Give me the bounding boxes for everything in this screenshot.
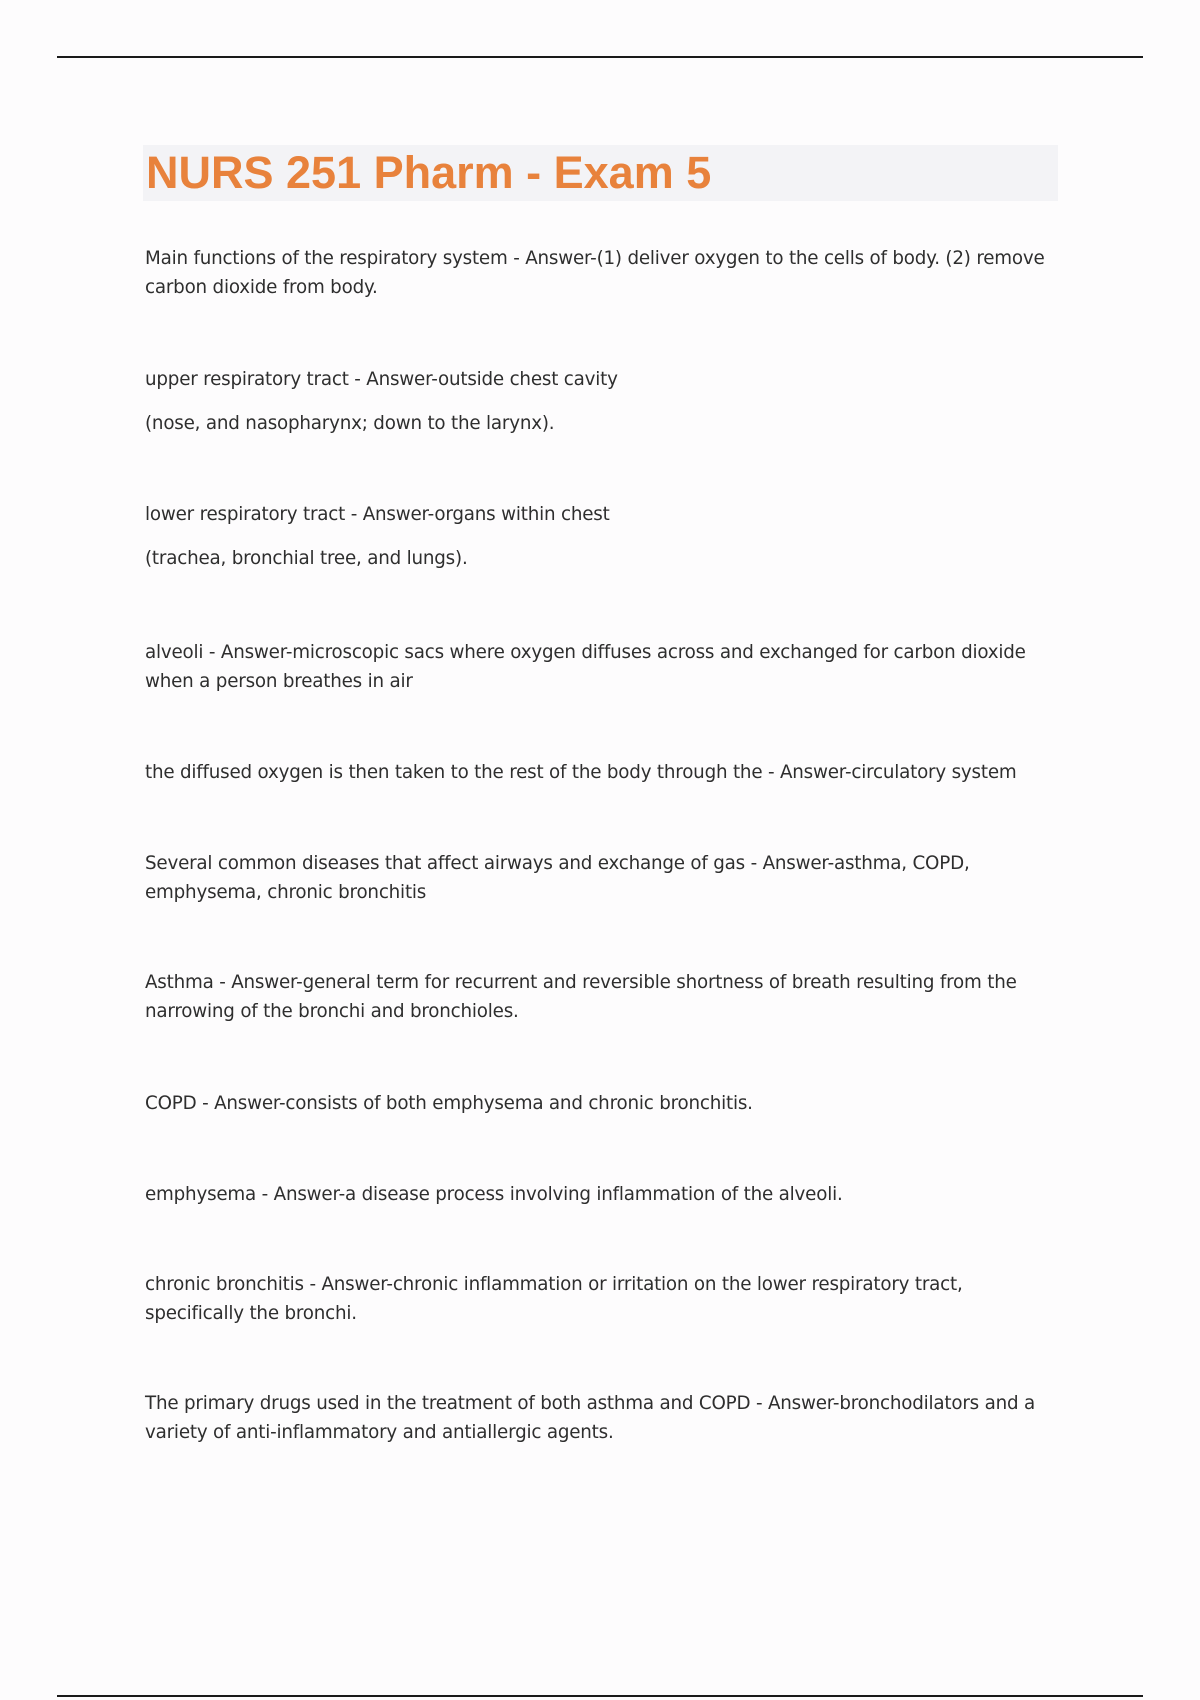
entry-text: Several common diseases that affect airways and exchange of gas - Answer-asthma, COPD, emphysema, chronic bronchitis xyxy=(145,853,970,903)
entry-text: the diffused oxygen is then taken to the rest of the body through the - Answer-circulatory system xyxy=(145,762,1017,783)
qa-entry-alveoli xyxy=(145,638,1060,696)
qa-entry-common-diseases xyxy=(145,849,1060,907)
entry-text: Asthma - Answer-general term for recurrent and reversible shortness of breath resulting from the narrowing of the bronchi and bronchioles. xyxy=(145,972,1017,1022)
document-title: NURS 251 Pharm - Exam 5 xyxy=(146,147,712,198)
qa-entry-asthma xyxy=(145,968,1060,1026)
qa-entry-respiratory-functions xyxy=(145,244,1060,302)
entry-continuation: (nose, and nasopharynx; down to the larynx). xyxy=(145,413,555,434)
entry-text: COPD - Answer-consists of both emphysema and chronic bronchitis. xyxy=(145,1093,753,1114)
qa-entry-chronic-bronchitis xyxy=(145,1270,1060,1328)
entry-text: alveoli - Answer-microscopic sacs where oxygen diffuses across and exchanged for carbon dioxide when a person breathes in air xyxy=(145,642,1026,692)
qa-entry-emphysema xyxy=(145,1180,1060,1209)
qa-entry-diffused-oxygen xyxy=(145,758,1060,787)
bottom-rule xyxy=(57,1695,1143,1697)
entry-text: emphysema - Answer-a disease process involving inflammation of the alveoli. xyxy=(145,1184,843,1205)
top-rule xyxy=(57,56,1143,58)
qa-entry-copd xyxy=(145,1089,1060,1118)
qa-entry-lower-respiratory-tract xyxy=(145,500,1060,573)
entry-continuation: (trachea, bronchial tree, and lungs). xyxy=(145,548,468,569)
entry-text: chronic bronchitis - Answer-chronic inflammation or irritation on the lower respiratory tract, specifically the bronchi. xyxy=(145,1274,963,1324)
qa-entry-upper-respiratory-tract xyxy=(145,365,1060,438)
entry-text: lower respiratory tract - Answer-organs within chest xyxy=(145,504,610,525)
qa-entry-primary-drugs xyxy=(145,1389,1060,1447)
entry-text: The primary drugs used in the treatment of both asthma and COPD - Answer-bronchodilators and a variety of anti-inflammatory and antiallergic agents. xyxy=(145,1393,1036,1443)
entry-text: upper respiratory tract - Answer-outside chest cavity xyxy=(145,369,618,390)
entry-text: Main functions of the respiratory system - Answer-(1) deliver oxygen to the cells of body. (2) remove carbon dioxide from body. xyxy=(145,248,1045,298)
